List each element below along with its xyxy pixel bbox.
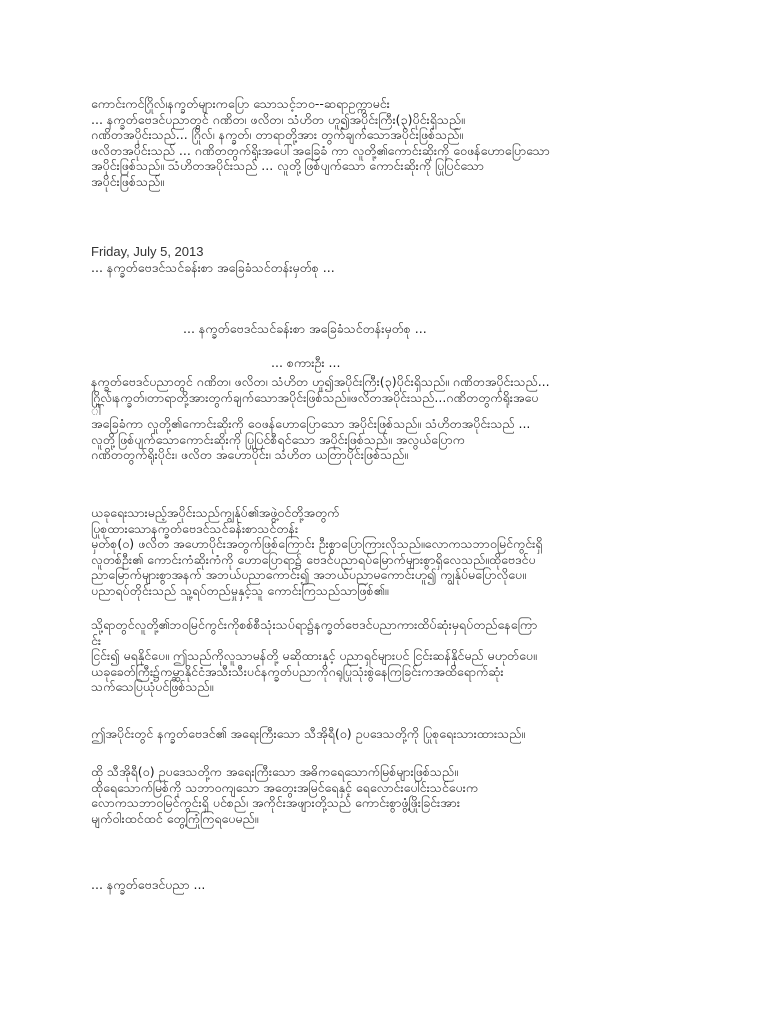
post-header (91, 244, 335, 276)
paragraph-line: သက်သေပြယုံပင်ဖြစ်သည်။ (91, 679, 214, 694)
post-date: Friday, July 5, 2013 (91, 244, 204, 259)
paragraph-line: ညာမြောက်များစွာအနက် အဘယ်ပညာကောင်း၍ အဘယ်ပညာမကောင်းဟူ၍ ကျွန်ုပ်မပြောလိုပေ။ (91, 567, 526, 582)
post-heading: ... နက္ခတ်ဗေဒင်သင်ခန်းစာ အခြေခံသင်တန်းမှတ်စု ... (183, 321, 427, 336)
paragraph-4: ဤအပိုင်းတွင် နက္ခတ်ဗေဒင်၏ အရေးကြီးသော သီအိုရီ(ဝ) ဥပဒေသတို့ကို ပြုစုရေးသားထားသည်။ (91, 726, 526, 741)
intro-line: အပိုင်းဖြစ်သည်။ (91, 173, 164, 189)
paragraph-line: လူတို့ဖြစ်ပျက်သောကောင်းဆိုးကို ပြုပြင်စီရင်သော အပိုင်းဖြစ်သည်။ အလွယ်ပြောက (91, 431, 465, 447)
paragraph-line: င်း (91, 632, 102, 648)
paragraph-line: မျက်ဝါးထင်ထင် တွေ့ကြုံကြရပေမည်။ (91, 810, 259, 826)
footer-heading: ... နက္ခတ်ဗေဒင်ပညာ ... (91, 877, 206, 892)
paragraph-line: ပြုစုထားသောနက္ခတ်ဗေဒင်သင်ခန်းစာသင်တန်း (91, 520, 299, 536)
paragraph-line: ပညာရပ်တိုင်းသည် သူ့ရပ်တည်မှုနှင့်သူ ကောင်းကြသည်သာဖြစ်၏။ (91, 582, 389, 598)
paragraph-line: ဂြိုလ်၊နက္ခတ်၊တာရာတို့အားတွက်ချက်သောအပိုင်းဖြစ်သည်။ဖလိတအပိုင်းသည်...ဂဏိတတွက်ရိုးအပေ (91, 389, 539, 405)
paragraph-1 (91, 374, 550, 463)
paragraph-line: ထို သီအိုရီ(ဝ) ဥပဒေသတို့က အရေးကြီးသော အဓိကရေသောက်မြစ်များဖြစ်သည်။ (91, 764, 458, 779)
intro-line: အပိုင်းဖြစ်သည်။ သံဟိတအပိုင်းသည် ... လူတို့ဖြစ်ပျက်သော ကောင်းဆိုးကို ပြုပြင်သော (91, 158, 484, 173)
intro-block (91, 96, 550, 189)
intro-line: ဂဏိတအပိုင်းသည်... ဂြိုလ်၊ နက္ခတ်၊ တာရာတို့အား တွက်ချက်သောအပိုင်းဖြစ်သည်။ (91, 127, 464, 142)
paragraph-2 (91, 505, 543, 598)
paragraph-line: သို့ရာတွင်လူတို့၏ဘဝမြင်ကွင်းကိုစစ်စီသုံးသပ်ရာ၌နက္ခတ်ဗေဒင်ပညာကားထိပ်ဆုံးမှရပ်တည်နေကြော (91, 617, 538, 632)
paragraph-5 (91, 764, 478, 826)
paragraph-3 (91, 617, 537, 695)
paragraph-line: အခြေခံကာ လူတို့၏ကောင်းဆိုးကို ဝေဖန်ဟောပြောသော အပိုင်းဖြစ်သည်။ သံဟိတအပိုင်းသည် ... (91, 416, 531, 431)
paragraph-line: ဂဏိတတွက်ရိုးပိုင်း၊ ဖလိတ အဟောပိုင်း၊ သံဟိတ ယတြာပိုင်းဖြစ်သည်။ (91, 447, 409, 462)
paragraph-line: ယခုခေတ်ကြီး၌ကမ္ဘာနိုင်ငံအသီးသီးပင်နက္ခတ်ပညာကိုဂရုပြုသုံးစွဲနေကြခြင်းကအထိရောက်ဆုံး (91, 663, 504, 679)
paragraph-line: ါ် (91, 403, 105, 418)
paragraph-line: ထိုရေသောက်မြစ်ကို သဘာဝကျသော အတွေးအမြင်ရေနှင့် ရေလောင်းပေါင်းသင်ပေးက (91, 779, 479, 795)
paragraph-line: လူတစ်ဦး၏ ကောင်းကံဆိုးကံကို ဟောပြောရာ၌ ဗေဒင်ပညာရပ်မြောက်များစွာရှိလေသည်။ထိုဗေဒင်ပ (91, 551, 536, 567)
preface-heading: ... စကားဦး ... (271, 355, 341, 370)
paragraph-line: ငြင်း၍ မရနိုင်ပေ။ ဤသည်ကိုလူသာမန်တို့ မဆိုထားနှင့် ပညာရှင်များပင် ငြင်းဆန်နိုင်မည် မဟုတ်ပေ။ (91, 648, 537, 663)
intro-line: ... နက္ခတ်ဗေဒင်ပညာတွင် ဂဏိတ၊ ဖလိတ၊ သံဟိတ ဟူ၍အပိုင်းကြီး(၃)ပိုင်းရှိသည်။ (91, 111, 465, 127)
paragraph-line: နက္ခတ်ဗေဒင်ပညာတွင် ဂဏိတ၊ ဖလိတ၊ သံဟိတ ဟူ၍အပိုင်းကြီး(၃)ပိုင်းရှိသည်။ ဂဏိတအပိုင်းသည်... (91, 374, 550, 389)
intro-title: ကောင်းကင်ဂြိုလ်၊နက္ခတ်များကပြော သောသင့်ဘဝ--ဆရာဥက္ကာမင်း (91, 96, 390, 111)
paragraph-line: မှတ်စု(ဝ) ဖလိတ အဟောပိုင်းအတွက်ဖြစ်ကြောင်း ဦးစွာပြောကြားလိုသည်။လောကသဘာဝမြင်ကွင်းရှိ (91, 536, 543, 551)
paragraph-line: ယခုရေးသားမည့်အပိုင်းသည်ကျွန်ုပ်၏အဖွဲ့ဝင်တို့အတွက် (91, 505, 340, 520)
intro-line: ဖလိတအပိုင်းသည် ... ဂဏိတတွက်ရိုးအပေါ်အခြေခံ ကာ လူတို့၏ကောင်းဆိုးကို ဝေဖန်ဟောပြောသော (91, 142, 550, 158)
post-subtitle: ... နက္ခတ်ဗေဒင်သင်ခန်းစာ အခြေခံသင်တန်းမှတ်စု ... (91, 260, 335, 275)
paragraph-line: လောကသဘာဝမြင်ကွင်းရှိ ပင်စည်၊ အကိုင်းအဖျားတို့သည် ကောင်းစွာဖွံ့ဖြိုးခြင်းအား (91, 795, 461, 810)
